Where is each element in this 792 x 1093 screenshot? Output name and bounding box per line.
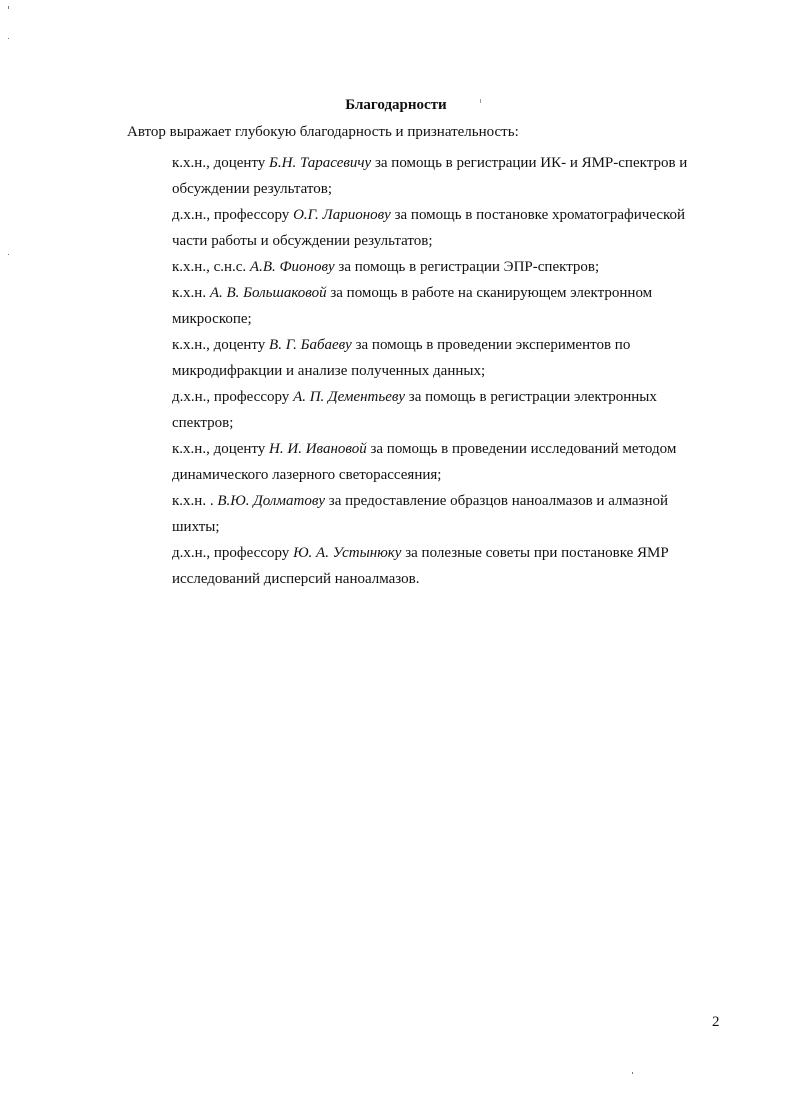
acknowledgement-entry bbox=[172, 150, 717, 202]
entry-prefix: д.х.н., профессору bbox=[172, 545, 294, 561]
entry-text: за помощь в регистрации ИК- и ЯМР-спектров и обсуждении результатов; bbox=[172, 155, 688, 197]
entry-text: за помощь в проведении экспериментов по микродифракции и анализе полученных данных; bbox=[172, 337, 631, 379]
entry-prefix: к.х.н., с.н.с. bbox=[172, 259, 250, 275]
person-name: А. П. Дементьеву bbox=[293, 389, 406, 405]
entry-prefix: к.х.н., доценту bbox=[172, 155, 270, 171]
page-number: 2 bbox=[712, 1014, 720, 1030]
page-title: Благодарности bbox=[345, 97, 447, 113]
entry-prefix: к.х.н., доценту bbox=[172, 441, 270, 457]
entry-prefix: д.х.н., профессору bbox=[172, 389, 294, 405]
person-name: А.В. Фионову bbox=[249, 259, 335, 275]
entry-prefix: к.х.н., доценту bbox=[172, 337, 270, 353]
entry-text: за помощь в регистрации ЭПР-спектров; bbox=[334, 259, 600, 275]
acknowledgement-entry bbox=[172, 332, 717, 384]
person-name: А. В. Большаковой bbox=[209, 285, 327, 301]
scan-speck bbox=[8, 254, 9, 255]
person-name: О.Г. Ларионову bbox=[293, 207, 391, 223]
person-name: Ю. А. Устынюку bbox=[293, 545, 402, 561]
intro-text: Автор выражает глубокую благодарность и признательность: bbox=[127, 124, 519, 140]
acknowledgement-entry bbox=[172, 280, 717, 332]
entry-text: за предоставление образцов наноалмазов и алмазной шихты; bbox=[172, 493, 668, 535]
scan-speck bbox=[8, 6, 9, 9]
entry-prefix: к.х.н. bbox=[172, 285, 210, 301]
acknowledgement-entry bbox=[172, 384, 717, 436]
scan-speck bbox=[632, 1072, 633, 1074]
entry-prefix: д.х.н., профессору bbox=[172, 207, 294, 223]
acknowledgement-entry bbox=[172, 254, 717, 280]
acknowledgement-entry bbox=[172, 540, 717, 592]
person-name: Б.Н. Тарасевичу bbox=[269, 155, 372, 171]
entry-text: за полезные советы при постановке ЯМР исследований дисперсий наноалмазов. bbox=[172, 545, 669, 587]
entry-text: за помощь в проведении исследований методом динамического лазерного светорассеяния; bbox=[172, 441, 677, 483]
acknowledgement-list bbox=[172, 150, 717, 592]
entry-text: за помощь в постановке хроматографической части работы и обсуждении результатов; bbox=[172, 207, 686, 249]
person-name: В. Г. Бабаеву bbox=[269, 337, 352, 353]
person-name: В.Ю. Долматову bbox=[217, 493, 326, 509]
entry-text: за помощь в работе на сканирующем электронном микроскопе; bbox=[172, 285, 653, 327]
scan-speck bbox=[480, 99, 481, 103]
scan-speck bbox=[8, 38, 9, 39]
entry-prefix: к.х.н. . bbox=[172, 493, 218, 509]
person-name: Н. И. Ивановой bbox=[269, 441, 367, 457]
entry-text: за помощь в регистрации электронных спектров; bbox=[172, 389, 657, 431]
acknowledgement-entry bbox=[172, 436, 717, 488]
acknowledgement-entry bbox=[172, 488, 717, 540]
acknowledgement-entry bbox=[172, 202, 717, 254]
